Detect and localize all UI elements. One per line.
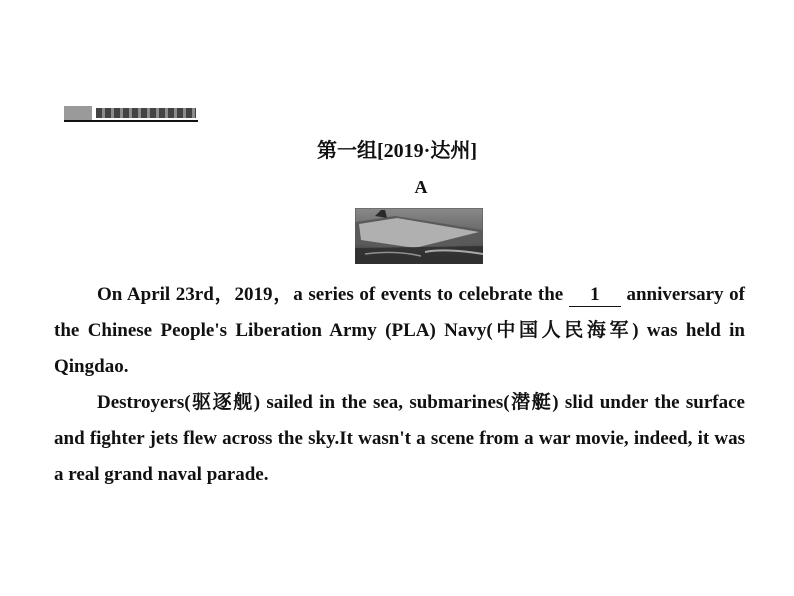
section-tag-marker bbox=[64, 106, 92, 120]
paragraph-1-end: anniversary of the Chinese People's Liberation Army (PLA) Navy(中国人民海军) was held in Qingdao. bbox=[54, 284, 745, 377]
passage-letter: A bbox=[414, 177, 428, 197]
section-tag-underline bbox=[64, 120, 198, 122]
paragraph-2: Destroyers(驱逐舰) sailed in the sea, submarines(潜艇) slid under the surface and fighter jets flew across the sky.It wasn't a scene from a war movie, indeed, it was a real grand naval parade. bbox=[54, 392, 745, 485]
blank-1: 1 bbox=[569, 284, 621, 307]
section-tag-text-fragment bbox=[96, 108, 196, 118]
paragraph-1-start: On April 23rd，2019，a series of events to celebrate the bbox=[97, 284, 569, 305]
section-tag-fragment bbox=[62, 104, 200, 122]
group-title: 第一组[2019·达州] bbox=[317, 140, 477, 162]
reading-passage bbox=[54, 277, 745, 493]
paragraph-1 bbox=[54, 277, 745, 385]
aircraft-carrier-photo bbox=[355, 208, 483, 264]
